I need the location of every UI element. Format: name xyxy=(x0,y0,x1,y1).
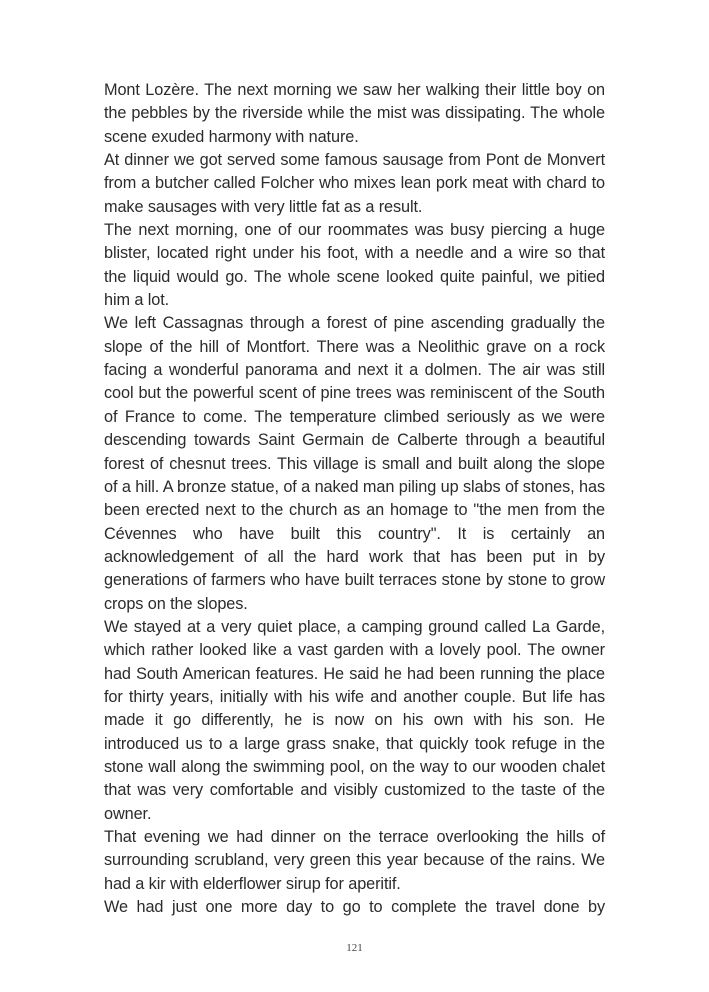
body-text xyxy=(104,79,605,919)
paragraph: We left Cassagnas through a forest of pine ascending gradually the slope of the hill of Montfort. There was a Neolithic grave on a rock facing a wonderful panorama and next it a dolmen. The air was still cool but the powerful scent of pine trees was reminiscent of the South of France to come. The temperature climbed seriously as we were descending towards Saint Germain de Calberte through a beautiful forest of chesnut trees. This village is small and built along the slope of a hill. A bronze statue, of a naked man piling up slabs of stones, has been erected next to the church as an homage to "the men from the Cévennes who have built this country". It is certainly an acknowledgement of all the hard work that has been put in by generations of farmers who have built terraces stone by stone to grow crops on the slopes. xyxy=(104,314,605,613)
paragraph: We had just one more day to go to complete the travel done by xyxy=(104,898,605,917)
paragraph: Mont Lozère. The next morning we saw her walking their little boy on the pebbles by the riverside while the mist was dissipating. The whole scene exuded harmony with nature. xyxy=(104,81,605,146)
paragraph: At dinner we got served some famous sausage from Pont de Monvert from a butcher called Folcher who mixes lean pork meat with chard to make sausages with very little fat as a result. xyxy=(104,151,605,216)
paragraph: We stayed at a very quiet place, a camping ground called La Garde, which rather looked like a vast garden with a lovely pool. The owner had South American features. He said he had been running the place for thirty years, initially with his wife and another couple. But life has made it go differently, he is now on his own with his son. He introduced us to a large grass snake, that quickly took refuge in the stone wall along the swimming pool, on the way to our wooden chalet that was very comfortable and visibly customized to the taste of the owner. xyxy=(104,617,605,823)
paragraph: That evening we had dinner on the terrace overlooking the hills of surrounding scrubland, very green this year because of the rains. We had a kir with elderflower sirup for aperitif. xyxy=(104,828,605,893)
page-number: 121 xyxy=(346,942,363,954)
paragraph: The next morning, one of our roommates was busy piercing a huge blister, located right under his foot, with a needle and a wire so that the liquid would go. The whole scene looked quite painful, we pitied him a lot. xyxy=(104,221,605,310)
